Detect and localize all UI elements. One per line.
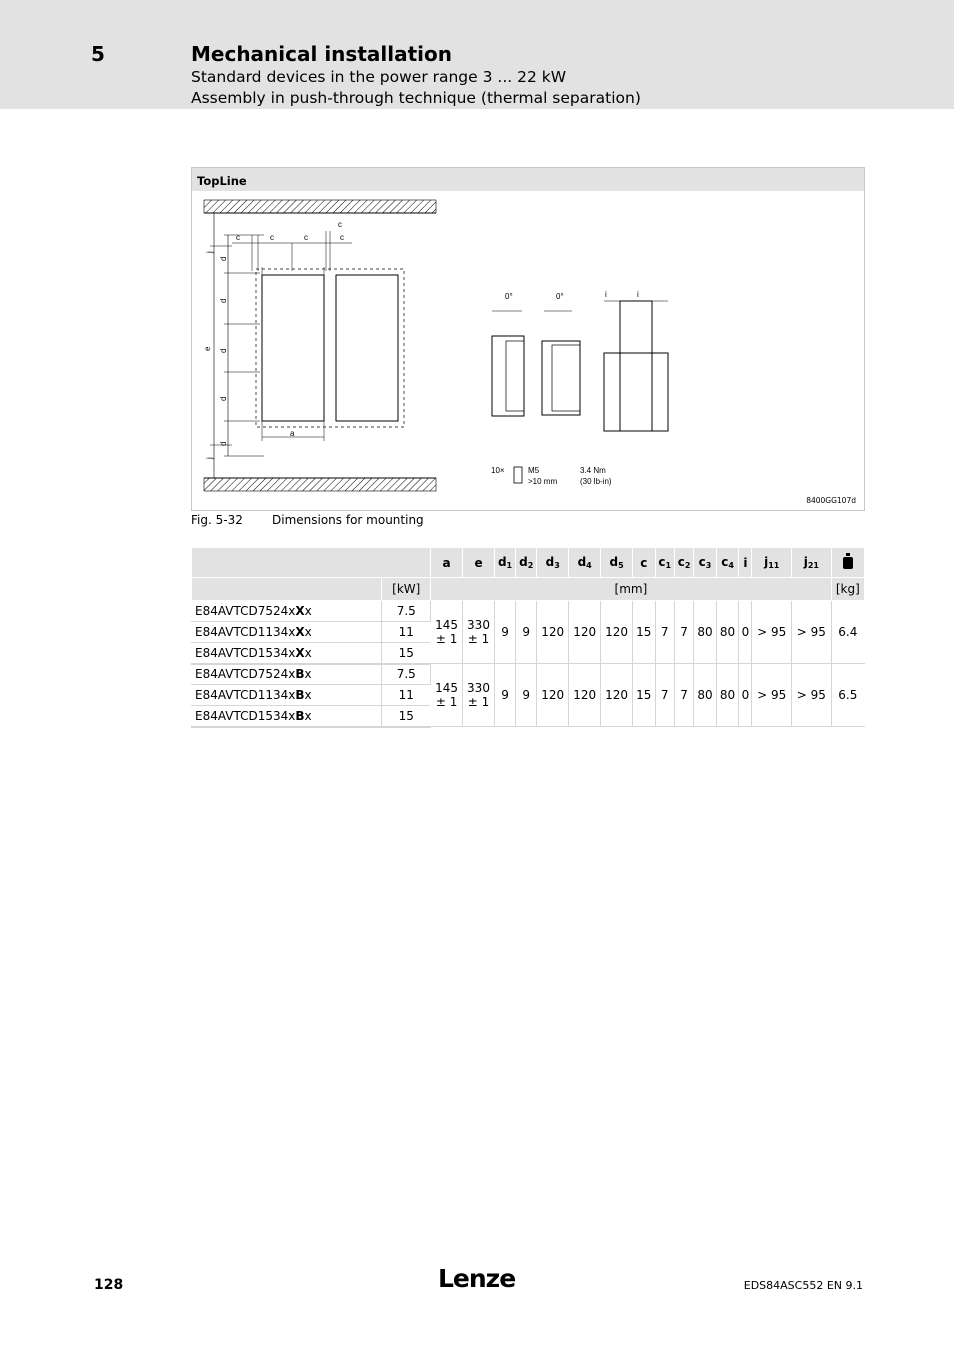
drawing-code: 8400GG107d bbox=[806, 496, 856, 505]
col-d1: $d_1$ bbox=[494, 548, 515, 578]
cell-c4: 80 bbox=[716, 601, 739, 664]
type-cell: E84AVTCD7524xXx bbox=[192, 601, 382, 622]
label-d4: d bbox=[219, 348, 228, 353]
label-c1: c bbox=[236, 233, 240, 242]
cell-c: 15 bbox=[633, 601, 656, 664]
chapter-number: 5 bbox=[91, 42, 105, 66]
label-torque-nm: 3.4 Nm bbox=[580, 466, 606, 475]
figure-box bbox=[191, 167, 865, 511]
label-a: a bbox=[290, 429, 295, 438]
label-torque-lbin: (30 lb-in) bbox=[580, 477, 612, 486]
label-c: c bbox=[338, 220, 342, 229]
screw-icon bbox=[514, 467, 522, 483]
label-e: e bbox=[203, 346, 212, 351]
col-c4: $c_4$ bbox=[716, 548, 739, 578]
type-cell: E84AVTCD7524xBx bbox=[192, 664, 382, 685]
cell-d3: 120 bbox=[537, 664, 569, 727]
unit-dims: [mm] bbox=[431, 578, 832, 601]
cell-d3: 120 bbox=[537, 601, 569, 664]
label-c3: c bbox=[270, 233, 274, 242]
col-d2: $d_2$ bbox=[516, 548, 537, 578]
bottom-wall-hatch bbox=[204, 478, 436, 491]
cell-c4: 80 bbox=[716, 664, 739, 727]
cell-j11: > 95 bbox=[752, 601, 792, 664]
cell-j21: > 95 bbox=[792, 601, 832, 664]
unit-power: [kW] bbox=[382, 578, 431, 601]
col-weight bbox=[831, 548, 864, 578]
cell-mass: 6.4 bbox=[831, 601, 864, 664]
col-d3: $d_3$ bbox=[537, 548, 569, 578]
cell-d4: 120 bbox=[569, 601, 601, 664]
cell-d2: 9 bbox=[516, 601, 537, 664]
col-c3: $c_3$ bbox=[694, 548, 717, 578]
label-j11: j bbox=[205, 251, 214, 253]
cell-d2: 9 bbox=[516, 664, 537, 727]
cell-c1: 7 bbox=[655, 664, 674, 727]
cell-c3: 80 bbox=[694, 664, 717, 727]
label-d2: d bbox=[219, 441, 228, 446]
cell-d1: 9 bbox=[494, 601, 515, 664]
table-unit-row bbox=[192, 578, 865, 601]
power-cell: 11 bbox=[382, 685, 431, 706]
document-reference: EDS84ASC552 EN 9.1 bbox=[743, 1279, 863, 1292]
type-cell: E84AVTCD1134xBx bbox=[192, 685, 382, 706]
figure-caption bbox=[191, 513, 424, 527]
col-i: i bbox=[739, 548, 752, 578]
cell-c1: 7 bbox=[655, 601, 674, 664]
side-view-3 bbox=[604, 353, 668, 431]
col-c1: $c_1$ bbox=[655, 548, 674, 578]
label-angle-1: 0° bbox=[505, 292, 513, 301]
col-d5: $d_5$ bbox=[601, 548, 633, 578]
type-cell: E84AVTCD1134xXx bbox=[192, 622, 382, 643]
cell-c2: 7 bbox=[674, 664, 693, 727]
cell-i: 0 bbox=[739, 664, 752, 727]
type-cell: E84AVTCD1534xBx bbox=[192, 706, 382, 727]
col-a: a bbox=[431, 548, 463, 578]
label-c4: c bbox=[304, 233, 308, 242]
label-angle-2: 0° bbox=[556, 292, 564, 301]
cell-e: 330 ± 1 bbox=[463, 664, 495, 727]
power-cell: 15 bbox=[382, 706, 431, 727]
unit-mass: [kg] bbox=[831, 578, 864, 601]
label-c2: c bbox=[340, 233, 344, 242]
label-screw-count: 10× bbox=[491, 466, 505, 475]
cell-mass: 6.5 bbox=[831, 664, 864, 727]
cell-j11: > 95 bbox=[752, 664, 792, 727]
cell-d5: 120 bbox=[601, 601, 633, 664]
col-c: c bbox=[633, 548, 656, 578]
col-j11: $j_{11}$ bbox=[752, 548, 792, 578]
cell-c3: 80 bbox=[694, 601, 717, 664]
table-row bbox=[192, 601, 865, 622]
mounting-dimension-drawing bbox=[192, 191, 864, 509]
subtitle-assembly: Assembly in push-through technique (thermal separation) bbox=[191, 89, 641, 107]
label-d5: d bbox=[219, 396, 228, 401]
side-view-1 bbox=[492, 336, 524, 416]
col-d4: $d_4$ bbox=[569, 548, 601, 578]
cell-c2: 7 bbox=[674, 601, 693, 664]
label-d1: d bbox=[219, 256, 228, 261]
label-screw-size: M5 bbox=[528, 466, 540, 475]
lenze-logo: Lenze bbox=[438, 1264, 516, 1293]
unit-blank bbox=[192, 578, 382, 601]
cell-c: 15 bbox=[633, 664, 656, 727]
subtitle-power-range: Standard devices in the power range 3 ... 22 kW bbox=[191, 68, 567, 86]
table-row bbox=[192, 664, 865, 685]
top-wall-hatch bbox=[204, 200, 436, 213]
col-j21: $j_{21}$ bbox=[792, 548, 832, 578]
col-e: e bbox=[463, 548, 495, 578]
power-cell: 11 bbox=[382, 622, 431, 643]
cutout-panel-right bbox=[336, 275, 398, 421]
chapter-title: Mechanical installation bbox=[191, 42, 452, 66]
type-cell: E84AVTCD1534xXx bbox=[192, 643, 382, 664]
label-screw-length: >10 mm bbox=[528, 477, 558, 486]
cell-a: 145 ± 1 bbox=[431, 664, 463, 727]
cutout-panel-left bbox=[262, 275, 324, 421]
cell-e: 330 ± 1 bbox=[463, 601, 495, 664]
label-i-right: i bbox=[637, 290, 639, 299]
col-c2: $c_2$ bbox=[674, 548, 693, 578]
cell-i: 0 bbox=[739, 601, 752, 664]
table-header-row bbox=[192, 548, 865, 578]
power-cell: 7.5 bbox=[382, 601, 431, 622]
power-cell: 7.5 bbox=[382, 664, 431, 685]
power-cell: 15 bbox=[382, 643, 431, 664]
dimension-table bbox=[191, 547, 865, 728]
figure-box-title: TopLine bbox=[192, 168, 864, 191]
side-view-2 bbox=[542, 341, 580, 415]
cell-j21: > 95 bbox=[792, 664, 832, 727]
header-blank bbox=[192, 548, 431, 578]
label-d3: d bbox=[219, 298, 228, 303]
label-i-left: i bbox=[605, 290, 607, 299]
cell-d1: 9 bbox=[494, 664, 515, 727]
cell-d5: 120 bbox=[601, 664, 633, 727]
label-j21: j bbox=[205, 457, 214, 459]
cell-a: 145 ± 1 bbox=[431, 601, 463, 664]
caption-text: Dimensions for mounting bbox=[272, 513, 424, 527]
page-number: 128 bbox=[94, 1277, 124, 1293]
caption-number: Fig. 5-32 bbox=[191, 513, 243, 527]
cell-d4: 120 bbox=[569, 664, 601, 727]
outline-dashed bbox=[256, 269, 404, 427]
weight-icon bbox=[842, 553, 854, 569]
